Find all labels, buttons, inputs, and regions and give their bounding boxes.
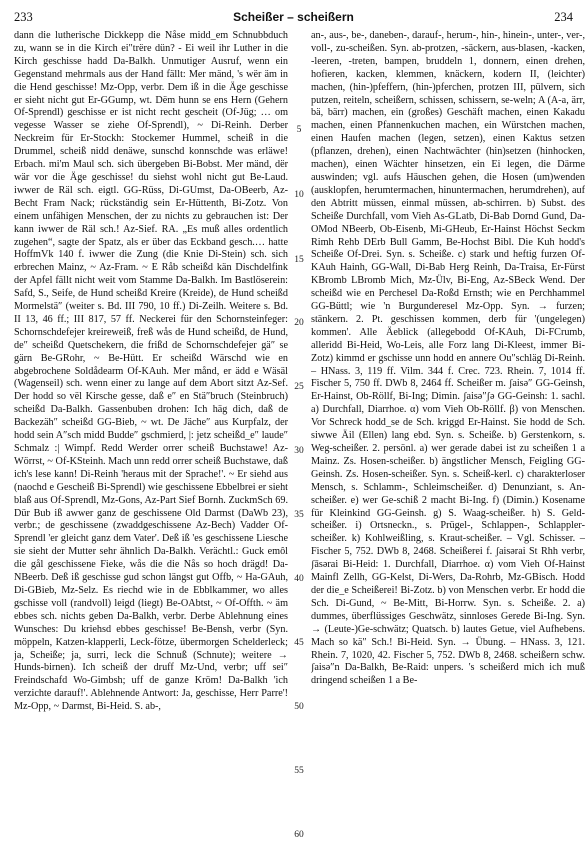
page-number-right: 234 [554,10,573,24]
line-number: 50 [294,702,304,712]
line-number: 20 [294,318,304,328]
right-column [311,30,585,850]
line-number-gutter [289,30,311,850]
right-column-text: an-, aus-, be-, daneben-, darauf-, herum-, hin-, hinein-, unter-, ver-, voll-, zu-scheißen. Syn. ab-protzen, -säckern, aus-blasen, -kacken, -leeren, -treten, bampen, bruddeln 1, donnern, einen drehen, hofieren, kacken, klemmen, knäckern, kodern II, (leichter) machen, (hin-)pfeffern, (hin-)pferchen, protzen III, pülvern, sich putzen, reiteln, scheißern, schissen, schissern, se-weln; A (A-a, ärr, bä, bärr) machen, ein (großes) Geschäft machen, einen Kakadu machen, einen Pfannenkuchen machen, ein Würstchen machen, einen Haufen machen (legen, setzen), einen Kaktus setzen (pflanzen, drehen), einen Nachtwächter (hin)setzen (hinhocken, machen), einen Wächter hinsetzen, ein Ei legen, die Därme auswinden; vgl. aufs Häuschen gehen, die Hosen (um)wenden (ausklopfen, herumtermachen, hinuntermachen, herumdrehen), auf den Abtritt müssen, einmal müssen, ab-schirren. b) Subst. des Scheiße Durchfall, vom Vieh As-GLatb, Di-Bab Dornd Gund, Da-OMod NBeerb, Ob-Eisenb, Mi-GHeub, Er-Hainst Höchst Seckm Rimh Rehb DErb Bull Gamm, Be-Hochst Bibl. Die Kuh hodd's Scheiße Of-Drei. Syn. s. Scheiße. c) stark und heftig furzen Of-KAuh Hainh, GG-Wall, Di-Bab Herg Reinh, Da-Traisa, Er-Fürst KBromb LBromb Mich, Mz-Ülv, Bi-Eng, Az-SBeck Wend. Der scheißd wie en Perchesel Da-Roßd Ernsth; wie en Perchhammel GG-Büttl; wie 'n Burgunderesel Mz-Opp. Syn. → furzen; stänkern. 2. Pt. geschissen kommen, derb für '(ungelegen) kommen'. Alle Äeblick (allegebodd Of-KAuh, Di-FCrumb, allerìdd Bi-Heid, Wo-Leis, alle Forz lang Di-Kleest, immer Bi-Zotz) kimmd er gschisse unn hodd en annere Ou″schläg Di-Reinh. – HNass. 3, 119 ff. Vilm. 344 f. Crec. 723. Rhein. 7, 1014 ff. Fischer 5, 750 ff. DWb 8, 2464 ff. Scheißer m. ʃaisə″ GG-Geinsh, Er-Hainst, Ob-Röllf, Bi-Ing; Dimin. ʃaisə″ʃə GG-Geinsh: 1. sachl. a) Durchfall, Diarrhoe. α) vom Vieh Ob-Röllf. β) von Menschen. Vor Schreck hodd_se de Sch. kriggd Er-Hainst. Sie hodd de Sch. siwwe Äil (Ellen) lang ebd. Syn. s. Scheiße. b) Gerstenkorn, s. Weg-scheißer. 2. persönl. a) wer gerade dabei ist zu scheißen 1 a Mainz. Zs. Hosen-scheißer. b) ängstlicher Mensch, Feigling GG-Geinsh. Zs. Hosen-scheißer. Syn. s. Scheiß-kerl. c) charakterloser Mensch, s. Schlamm-, Schleimscheißer. d) Denunziant, s. An-scheißer. e) wer Ge-schiß 2 macht Bi-Ing. f) (Dimin.) Kosename für Kleinkind GG-Geinsh. g) S. Waag-scheißer. h) S. Geld-scheißer. i) Ortsneckn., s. Prügel-, Schlappen-, Schlappler-scheißer. k) Kohlweißling, s. Kraut-scheißer. – Vgl. Schisser. – Fischer 5, 752. DWb 8, 2468. Scheißerei f. ʃaisərai St Rhh verbr, ʃāsərai Bi-Heid: 1. Durchfall, Diarrhoe. α) vom Vieh Of-Hainst Mainfl Zellh, GG-Kelst, Di-Wers, Da-Rohrb, Mz-GBisch. Hodd der die_e Scheißerei! Bi-Zotz. b) von Menschen verbr. Er hodd die Sch. Di-Gund, ~ Be-Mitt, Bi-Horrw. Syn. s. Scheiße. 2. a) dummes, überflüssiges Geschwätz, sinnloses Gerede Bi-Ing. Syn. → (Leute-)Ge-schwätz; Quatsch. b) lautes Getue, viel Aufhebens. Mach so kä″ Sch.! Bi-Heid. Syn. → Übung. – HNass. 3, 121. Rhein. 7, 1020, 42. Fischer 5, 752. DWb 8, 2468. scheißern schw. ʃaisə″n Da-Balkh, Be-Raid: unpers. 's scheißerd mich ich muß dringend scheißen 1 a Be- [311,30,585,687]
line-number: 10 [294,190,304,200]
page-number-left: 233 [14,10,33,24]
line-number: 45 [294,638,304,648]
line-number: 55 [294,766,304,776]
line-number: 30 [294,446,304,456]
line-number: 60 [294,830,304,840]
line-number: 35 [294,510,304,520]
line-number: 15 [294,255,304,265]
line-number: 40 [294,574,304,584]
line-number: 25 [294,382,304,392]
line-number: 5 [296,125,302,135]
running-title: Scheißer – scheißern [233,10,354,24]
left-column [14,30,288,850]
left-column-text: dann die lutherische Dickkepp die Nåse midd_em Schnubbduch zu, wann se in die Kirch ei″trëre dün? - Ei weil ihr Luther in die Kirch geschisse hadd Da-Balkh. Unmutiger Ausruf, wenn ein Gegenstand mehrmals aus der Hand fällt: Mer mänd, 's wër äm in die Hend geschisse! Mz-Opp, verbr. Dem iß in die Äge geschisse er sieht nicht gut Er-GGump, wt. Dëm hunn se ens Hern (Gehern Of-Sprendl) geschisse er ist nicht recht gescheit (Of-Jüg; … om vegesse Wasser se ziehe Of-Sprendl), ~ Di-Reinh. Derber Neckreim für Er-Stockh: Stockemer Hummel, scheiß in die Drummel, scheiß nidd denäwe, sunschd konnschde was erläwe! Erbach. mi'm Maul sch. sich übergeben Bi-Bobst. Mer mänd, dër wär vor die Äge geschisse! du siehst wohl nicht gut Be-Laud. iwwer de Räl sch. eigtl. GG-Rüss, Di-GUmst, Da-OBeerb, Az-Becht Fram Nack; rückständig sein Er-Hüttenth, Bi-Zotz. Von einem unfähigen Menschen, der zu nichts zu gebrauchen ist: Der kann iwwer de Räl sch.! Az-Sief. RA. „Es muß alles ordentlich zugehen“, sagte der Spatz, als er über das Eckband gesch.… hatte HoffmVk 140 f. iwwer die Zung (die Knie Di-Stein) sch. sich erbrechen Mainz, ~ Az-Fram. ~ E Råb scheißd kän Dischdelfink der Apfel fällt nicht weit vom Stamme Da-Balkh. Im Bastlöserein: Safd, S., Seife, de Hund scheißd Kreire (Kreide), de Hund scheißd Mormelstä″ (weiter s. Bd. III 790, 10 ff.) Di-Zeilh. Weitere s. Bd. II 13, 46 ff.; III 817, 57 ff. Neckerei für den Schornsteinfeger: Schornschdefejer kreireweiß, freß wås de Hund scheißd, de Hund, de″ scheißd Quetschekern, die frißd de Schornschdefejer gä″ se gärn Be-GRohr, ~ Be-Hütt. Er scheißd Wärschd wie en abgebrochene Soldådearm Of-KAuh. Mer månd, er ädd e Wäsäl (Wagenseil) sch. wenn einer zu lange auf dem Abort sitzt Az-Sef. Der hodd so vël Kirsche gesse, daß e″ en Stä″bruch (Steinbruch) scheißd Da-Balkh. Gassenbuben drohen: Ich häg dich, daß de Backezäh″ scheißd GG-Bieb, ~ wt. De Jäche″ aus Kurpfalz, der hodd sein A″sch midd Budde″ gschmierd, |: jetz scheißd_e″ laude″ Schmalz :| Wimpf. Redd Werder orrer scheiß Buchstawe! Az-Wörrst, ~ Of-KSteinh. Mach unn redd orrer scheiß Buchstawe, daß ich's lese kann! Di-Reinh 'heraus mit der Sprache!'. ~ Er siehd aus (naochd e Gescheiß Bi-Sprendl) wie geschissene Ebbelbrei er sieht blaß aus Of-Sprendl, Mz-Gons, Az-Part Sief Bornh. ZuckmSch 69. Dür Bub iß awwer ganz de geschissene Old Darmst (DaWb 23), verbr.; de geschissene (zwaddgeschissene Az-Bech) Vadder Of-Sprendl 'er gleicht ganz dem Vater'. Deß iß 'es geschissene Liesche sie sieht der Mutter sehr ähnlich Da-Balkh. Verächtl.: Guck emôl die gål geschissene Fieke, wås die die Nås so hoch drägd! Da-NBeerb. Deß iß geschisse gud schon längst gut Offb, ~ Ha-GAuh, Di-GBieb, Mz-Selz. Es riechd wie in de Ebblkammer, wo alles gschisse voll (randvoll) leigd (liegt) Be-OAbtst, ~ Of-Offth. ~ äm ebbes sch. nichts geben Da-Balkh, verbr. Derbe Ablehnung eines Wunsches: Du kriehsd ebbes geschisse! Be-Bensh, verbr (Syn. möppeln, Katzen-klapperli, Leck-fötze, übermorgen Schelderleck; ja, Scheiße; ja, surri, leck die Schnuß (Schnute); weitere → Hunds-birnen). Ich scheiß der druff Mz-Und, verbr; uff sei″ Freindschafd Wo-Gimbsh; uff de ganze Kröm! Da-Balkh 'ich verzichte darauf!'. Ablehnende Antwort: Ja, geschisse, Herr Parre'! Mz-Opp, ~ Darmst, Bi-Heid. S. ab-, [14,30,288,713]
page-header [14,10,573,28]
